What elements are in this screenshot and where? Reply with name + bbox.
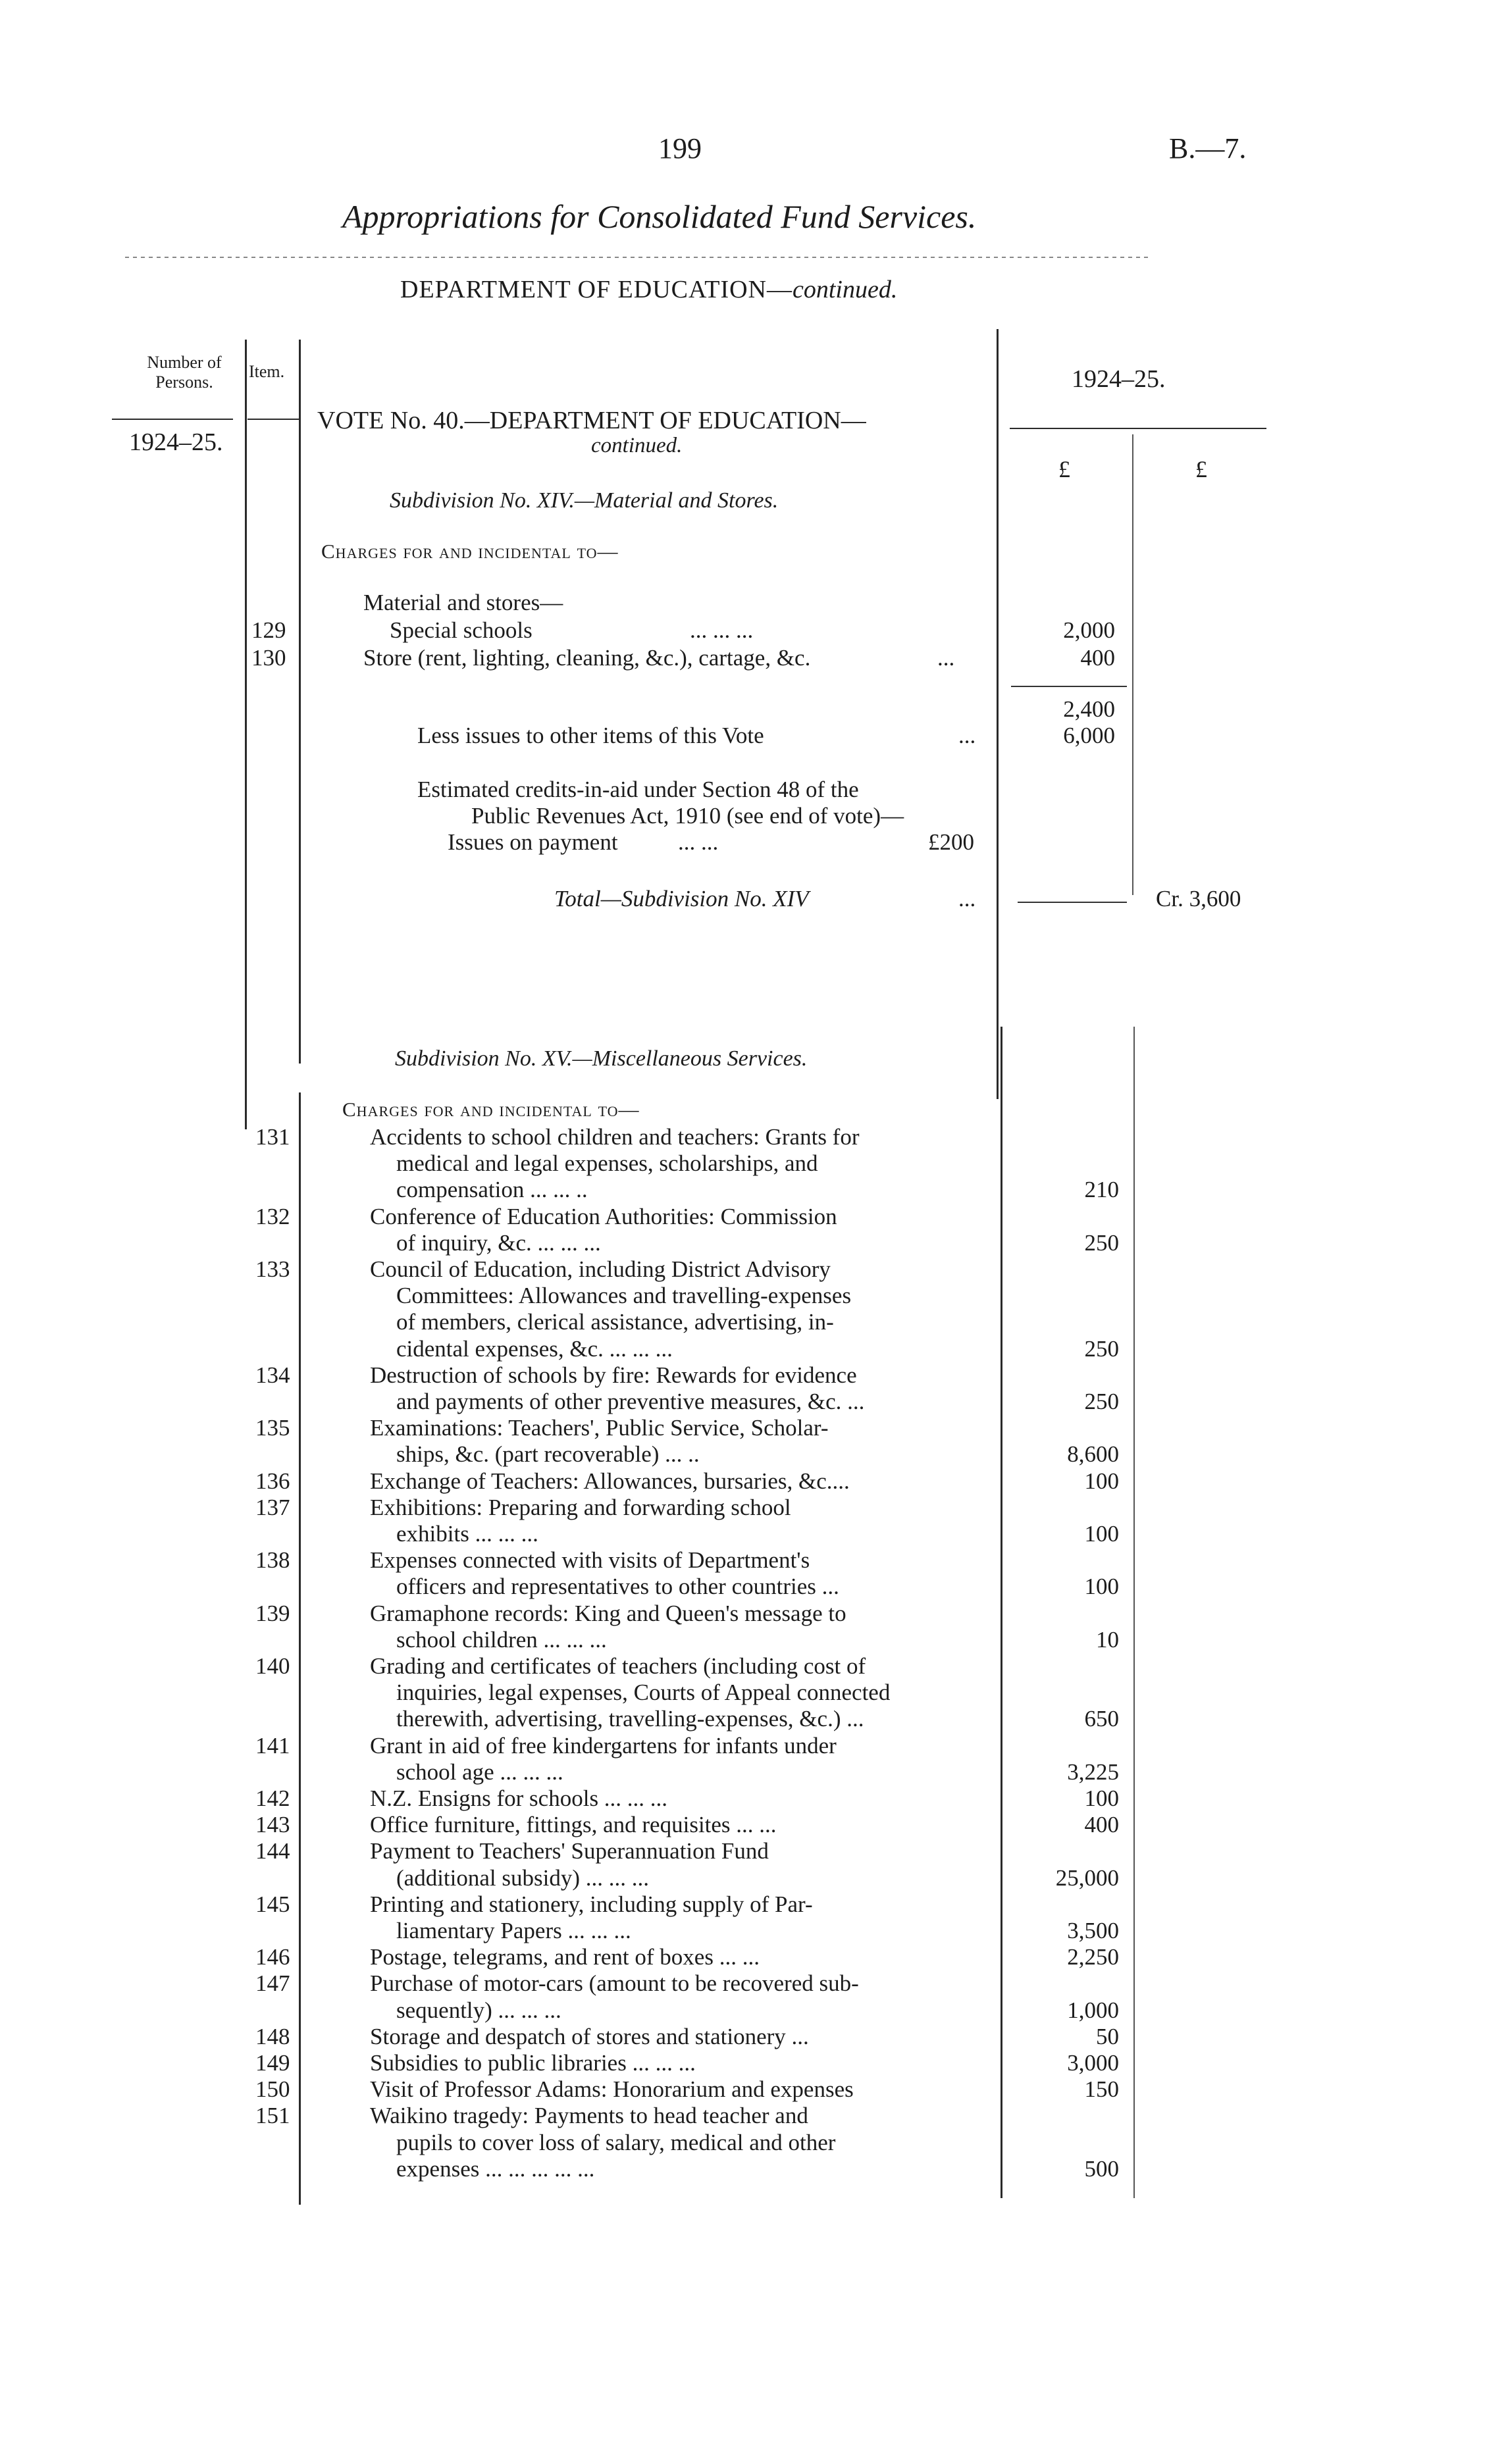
credits-line-1: Estimated credits-in-aid under Section 48 of the bbox=[417, 777, 859, 802]
item-description: sequently) ... ... ... bbox=[396, 1997, 561, 2023]
item-number: 140 bbox=[255, 1653, 290, 1679]
item-number: 143 bbox=[255, 1812, 290, 1837]
item-description: Expenses connected with visits of Department's bbox=[370, 1547, 810, 1573]
item-description: school children ... ... ... bbox=[396, 1627, 607, 1653]
leaders: ... bbox=[958, 886, 976, 911]
item-description: expenses ... ... ... ... ... bbox=[396, 2156, 595, 2182]
item-description: Printing and stationery, including supply of Par- bbox=[370, 1891, 813, 1917]
item-number: 151 bbox=[255, 2103, 290, 2128]
item-amount: 100 bbox=[1084, 1785, 1119, 1811]
item-label: Special schools bbox=[390, 617, 533, 643]
item-number: 135 bbox=[255, 1415, 290, 1441]
item-number: 142 bbox=[255, 1785, 290, 1811]
item-description: medical and legal expenses, scholarships, and bbox=[396, 1150, 818, 1176]
item-description: Grading and certificates of teachers (including cost of bbox=[370, 1653, 866, 1679]
leaders: ... ... ... bbox=[690, 617, 754, 643]
item-number: 138 bbox=[255, 1547, 290, 1573]
total-subdivision-14-amount: Cr. 3,600 bbox=[1156, 886, 1241, 911]
rule-amount-total-lower bbox=[1133, 1027, 1135, 2198]
item-description: Postage, telegrams, and rent of boxes ... ... bbox=[370, 1944, 760, 1970]
item-description: Visit of Professor Adams: Honorarium and expenses bbox=[370, 2076, 854, 2102]
item-description: liamentary Papers ... ... ... bbox=[396, 1918, 631, 1943]
item-description: compensation ... ... .. bbox=[396, 1177, 588, 1202]
total-rule bbox=[1018, 902, 1127, 903]
item-amount: 100 bbox=[1084, 1521, 1119, 1547]
item-amount: 250 bbox=[1084, 1389, 1119, 1414]
less-issues-amount: 6,000 bbox=[1063, 723, 1115, 748]
header-year-left: 1924–25. bbox=[129, 428, 223, 456]
item-amount: 100 bbox=[1084, 1468, 1119, 1494]
subdivision-15-heading: Subdivision No. XV.—Miscellaneous Services. bbox=[395, 1046, 808, 1071]
item-description: exhibits ... ... ... bbox=[396, 1521, 538, 1547]
item-number: 145 bbox=[255, 1891, 290, 1917]
item-number: 141 bbox=[255, 1733, 290, 1758]
subtotal-rule bbox=[1011, 686, 1127, 687]
item-description: Purchase of motor-cars (amount to be recovered sub- bbox=[370, 1970, 859, 1996]
item-number: 148 bbox=[255, 2024, 290, 2049]
leaders: ... ... bbox=[678, 829, 719, 855]
item-amount: 2,000 bbox=[1063, 617, 1115, 643]
rule-item-text-upper bbox=[299, 340, 301, 1064]
item-amount: 400 bbox=[1084, 1812, 1119, 1837]
item-number: 134 bbox=[255, 1362, 290, 1388]
page-title: Appropriations for Consolidated Fund Services. bbox=[342, 198, 977, 235]
item-amount: 2,250 bbox=[1067, 1944, 1119, 1970]
header-item: Item. bbox=[249, 362, 285, 381]
item-description: Committees: Allowances and travelling-expenses bbox=[396, 1283, 852, 1308]
item-description: Gramaphone records: King and Queen's message to bbox=[370, 1601, 846, 1626]
item-description: Destruction of schools by fire: Rewards for evidence bbox=[370, 1362, 857, 1388]
department-heading: DEPARTMENT OF EDUCATION—continued. bbox=[400, 276, 898, 303]
rule-item-text-lower bbox=[299, 1092, 301, 2205]
item-number: 132 bbox=[255, 1204, 290, 1229]
header-rule-left bbox=[112, 419, 233, 420]
item-amount: 150 bbox=[1084, 2076, 1119, 2102]
item-description: officers and representatives to other countries ... bbox=[396, 1574, 839, 1599]
item-amount: 10 bbox=[1096, 1627, 1119, 1653]
item-number: 144 bbox=[255, 1838, 290, 1864]
header-rule-item bbox=[247, 419, 300, 420]
item-amount: 8,600 bbox=[1067, 1441, 1119, 1467]
item-number: 133 bbox=[255, 1256, 290, 1282]
subtotal-amount: 2,400 bbox=[1063, 696, 1115, 722]
item-description: Conference of Education Authorities: Commission bbox=[370, 1204, 837, 1229]
item-description: pupils to cover loss of salary, medical and other bbox=[396, 2130, 836, 2155]
item-description: Storage and despatch of stores and stationery ... bbox=[370, 2024, 809, 2049]
item-description: Accidents to school children and teachers: Grants for bbox=[370, 1124, 860, 1150]
item-amount: 100 bbox=[1084, 1574, 1119, 1599]
vote-title: VOTE No. 40.—DEPARTMENT OF EDUCATION— bbox=[317, 407, 866, 434]
item-number: 130 bbox=[251, 645, 286, 671]
item-amount: 500 bbox=[1084, 2156, 1119, 2182]
page-number: 199 bbox=[658, 132, 702, 165]
credits-line-2: Public Revenues Act, 1910 (see end of vote)— bbox=[471, 803, 904, 829]
leaders: ... bbox=[958, 723, 976, 748]
item-number: 129 bbox=[251, 617, 286, 643]
item-description: school age ... ... ... bbox=[396, 1759, 563, 1785]
item-amount: 3,000 bbox=[1067, 2050, 1119, 2076]
item-amount: 50 bbox=[1096, 2024, 1119, 2049]
item-description: Payment to Teachers' Superannuation Fund bbox=[370, 1838, 769, 1864]
pound-sign-totals: £ bbox=[1195, 456, 1207, 482]
sub15-charges-heading: Charges for and incidental to— bbox=[342, 1098, 640, 1121]
item-description: Subsidies to public libraries ... ... ... bbox=[370, 2050, 696, 2076]
item-description: Exhibitions: Preparing and forwarding school bbox=[370, 1495, 791, 1520]
item-amount: 250 bbox=[1084, 1230, 1119, 1256]
total-subdivision-14-label: Total—Subdivision No. XIV bbox=[554, 886, 809, 911]
leaders: ... bbox=[937, 645, 955, 671]
item-description: and payments of other preventive measures, &c. ... bbox=[396, 1389, 865, 1414]
item-number: 139 bbox=[255, 1601, 290, 1626]
series-code: B.—7. bbox=[1169, 132, 1247, 165]
item-number: 136 bbox=[255, 1468, 290, 1494]
item-amount: 1,000 bbox=[1067, 1997, 1119, 2023]
vote-continued: continued. bbox=[591, 434, 683, 457]
pound-sign-amounts: £ bbox=[1058, 456, 1070, 482]
item-description: N.Z. Ensigns for schools ... ... ... bbox=[370, 1785, 668, 1811]
less-issues-label: Less issues to other items of this Vote bbox=[417, 723, 764, 748]
item-description: of members, clerical assistance, advertising, in- bbox=[396, 1309, 834, 1335]
item-description: Office furniture, fittings, and requisites ... ... bbox=[370, 1812, 777, 1837]
item-description: inquiries, legal expenses, Courts of Appeal connected bbox=[396, 1680, 891, 1705]
header-year-right: 1924–25. bbox=[1072, 365, 1166, 393]
rule-text-amount-upper bbox=[997, 329, 999, 1099]
item-description: Exchange of Teachers: Allowances, bursaries, &c.... bbox=[370, 1468, 850, 1494]
item-number: 137 bbox=[255, 1495, 290, 1520]
item-description: (additional subsidy) ... ... ... bbox=[396, 1865, 649, 1891]
header-rule-right bbox=[1010, 428, 1266, 429]
item-label: Store (rent, lighting, cleaning, &c.), cartage, &c. bbox=[363, 645, 811, 671]
item-number: 131 bbox=[255, 1124, 290, 1150]
item-amount: 250 bbox=[1084, 1336, 1119, 1362]
subdivision-14-heading: Subdivision No. XIV.—Material and Stores. bbox=[390, 488, 779, 513]
item-number: 147 bbox=[255, 1970, 290, 1996]
item-description: Grant in aid of free kindergartens for infants under bbox=[370, 1733, 837, 1758]
material-stores-header: Material and stores— bbox=[363, 590, 563, 615]
item-description: cidental expenses, &c. ... ... ... bbox=[396, 1336, 673, 1362]
item-amount: 400 bbox=[1080, 645, 1115, 671]
item-description: therewith, advertising, travelling-expenses, &c.) ... bbox=[396, 1706, 864, 1732]
item-number: 150 bbox=[255, 2076, 290, 2102]
sub14-charges-heading: Charges for and incidental to— bbox=[321, 540, 619, 563]
item-amount: 25,000 bbox=[1055, 1865, 1119, 1891]
credits-issues-amount: £200 bbox=[928, 829, 974, 855]
item-description: of inquiry, &c. ... ... ... bbox=[396, 1230, 601, 1256]
item-amount: 3,225 bbox=[1067, 1759, 1119, 1785]
item-description: Waikino tragedy: Payments to head teacher and bbox=[370, 2103, 808, 2128]
item-description: Council of Education, including District Advisory bbox=[370, 1256, 831, 1282]
item-amount: 210 bbox=[1084, 1177, 1119, 1202]
rule-text-amount-lower bbox=[1001, 1027, 1002, 2198]
item-description: Examinations: Teachers', Public Service, Scholar- bbox=[370, 1415, 829, 1441]
title-divider bbox=[125, 257, 1152, 258]
credits-line-3: Issues on payment bbox=[448, 829, 618, 855]
rule-amount-total-upper bbox=[1132, 434, 1133, 895]
rule-persons-item bbox=[245, 340, 247, 1129]
item-number: 149 bbox=[255, 2050, 290, 2076]
item-number: 146 bbox=[255, 1944, 290, 1970]
header-number-of-persons: Number of Persons. bbox=[147, 353, 222, 392]
item-amount: 650 bbox=[1084, 1706, 1119, 1732]
item-description: ships, &c. (part recoverable) ... .. bbox=[396, 1441, 700, 1467]
item-amount: 3,500 bbox=[1067, 1918, 1119, 1943]
